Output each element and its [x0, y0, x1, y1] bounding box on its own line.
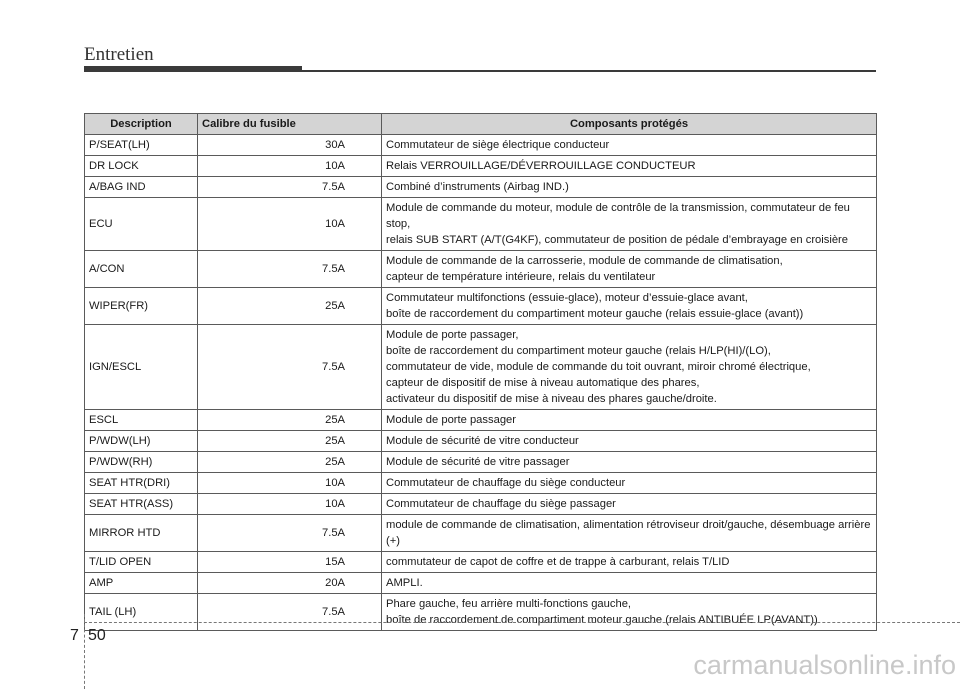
component-line: Module de porte passager [386, 414, 516, 426]
cell-fuse-rating: 25A [198, 431, 382, 452]
component-line: capteur de température intérieure, relais du ventilateur [386, 271, 656, 283]
table-row [85, 552, 877, 573]
component-line: Module de sécurité de vitre passager [386, 456, 570, 468]
cell-protected-components [382, 515, 877, 552]
cell-fuse-rating: 10A [198, 156, 382, 177]
cell-description: A/BAG IND [85, 177, 198, 198]
cell-description: T/LID OPEN [85, 552, 198, 573]
footer-rule [84, 622, 960, 623]
cell-protected-components [382, 552, 877, 573]
column-header-fuse-rating: Calibre du fusible [198, 114, 382, 135]
cell-protected-components [382, 573, 877, 594]
cell-protected-components [382, 594, 877, 631]
component-line: Module de commande de la carrosserie, module de commande de climatisation, [386, 255, 783, 267]
cell-fuse-rating: 20A [198, 573, 382, 594]
table-row [85, 325, 877, 410]
cell-description: P/WDW(RH) [85, 452, 198, 473]
table-row [85, 594, 877, 631]
component-line: Commutateur de chauffage du siège passager [386, 498, 616, 510]
component-line: commutateur de capot de coffre et de trappe à carburant, relais T/LID [386, 556, 730, 568]
cell-protected-components [382, 177, 877, 198]
cell-description: MIRROR HTD [85, 515, 198, 552]
cell-fuse-rating: 15A [198, 552, 382, 573]
cell-protected-components [382, 198, 877, 251]
component-line: Phare gauche, feu arrière multi-fonctions gauche, [386, 598, 632, 610]
cell-description: A/CON [85, 251, 198, 288]
table-row [85, 473, 877, 494]
cell-protected-components [382, 431, 877, 452]
cell-protected-components [382, 135, 877, 156]
cell-fuse-rating: 10A [198, 494, 382, 515]
table-row [85, 494, 877, 515]
component-line: Commutateur multifonctions (essuie-glace), moteur d’essuie-glace avant, [386, 292, 748, 304]
cell-fuse-rating: 7.5A [198, 325, 382, 410]
component-line: boîte de raccordement de compartiment moteur gauche (relais ANTIBUÉE LP(AVANT)) [386, 614, 818, 626]
cell-fuse-rating: 7.5A [198, 251, 382, 288]
component-line: commutateur de vide, module de commande du toit ouvrant, miroir chromé électrique, [386, 361, 811, 373]
cell-description: DR LOCK [85, 156, 198, 177]
footer-divider [84, 614, 85, 689]
table-row [85, 288, 877, 325]
cell-protected-components [382, 251, 877, 288]
cell-fuse-rating: 25A [198, 288, 382, 325]
cell-description: P/SEAT(LH) [85, 135, 198, 156]
table-row [85, 135, 877, 156]
cell-description: AMP [85, 573, 198, 594]
section-number: 7 [70, 627, 79, 644]
watermark: carmanualsonline.info [693, 650, 956, 680]
cell-description: ESCL [85, 410, 198, 431]
header-rule-thin [302, 70, 876, 72]
component-line: Module de commande du moteur, module de contrôle de la transmission, commutateur de feu stop, [386, 202, 850, 230]
cell-protected-components [382, 156, 877, 177]
table-row [85, 198, 877, 251]
cell-protected-components [382, 288, 877, 325]
page-number: 50 [88, 627, 106, 644]
cell-description: SEAT HTR(DRI) [85, 473, 198, 494]
table-row [85, 251, 877, 288]
component-line: Combiné d’instruments (Airbag IND.) [386, 181, 569, 193]
page-title: Entretien [84, 44, 154, 65]
table-body [85, 135, 877, 631]
table-row [85, 573, 877, 594]
component-line: relais SUB START (A/T(G4KF), commutateur de position de pédale d’embrayage en croisière [386, 234, 848, 246]
component-line: boîte de raccordement du compartiment moteur gauche (relais essuie-glace (avant)) [386, 308, 804, 320]
cell-protected-components [382, 494, 877, 515]
cell-description: SEAT HTR(ASS) [85, 494, 198, 515]
header-rule-thick [84, 66, 302, 72]
cell-fuse-rating: 7.5A [198, 177, 382, 198]
cell-description: TAIL (LH) [85, 594, 198, 631]
column-header-description: Description [85, 114, 198, 135]
cell-description: WIPER(FR) [85, 288, 198, 325]
component-line: capteur de dispositif de mise à niveau automatique des phares, [386, 377, 700, 389]
table-row [85, 177, 877, 198]
cell-fuse-rating: 25A [198, 410, 382, 431]
cell-fuse-rating: 7.5A [198, 594, 382, 631]
component-line: activateur du dispositif de mise à niveau des phares gauche/droite. [386, 393, 717, 405]
cell-protected-components [382, 325, 877, 410]
column-header-protected-components: Composants protégés [382, 114, 877, 135]
cell-fuse-rating: 30A [198, 135, 382, 156]
table-row [85, 410, 877, 431]
component-line: Module de porte passager, [386, 329, 519, 341]
cell-protected-components [382, 473, 877, 494]
component-line: Commutateur de siège électrique conducteur [386, 139, 610, 151]
cell-fuse-rating: 10A [198, 473, 382, 494]
table-header-row [85, 114, 877, 135]
cell-fuse-rating: 25A [198, 452, 382, 473]
component-line: module de commande de climatisation, alimentation rétroviseur droit/gauche, désembuage arrière (+) [386, 519, 871, 547]
cell-fuse-rating: 10A [198, 198, 382, 251]
cell-description: P/WDW(LH) [85, 431, 198, 452]
component-line: AMPLI. [386, 577, 423, 589]
cell-description: ECU [85, 198, 198, 251]
table-row [85, 431, 877, 452]
component-line: boîte de raccordement du compartiment moteur gauche (relais H/LP(HI)/(LO), [386, 345, 771, 357]
cell-protected-components [382, 410, 877, 431]
cell-protected-components [382, 452, 877, 473]
fuse-table [84, 113, 877, 631]
table-row [85, 515, 877, 552]
component-line: Relais VERROUILLAGE/DÉVERROUILLAGE CONDUCTEUR [386, 160, 696, 172]
component-line: Commutateur de chauffage du siège conducteur [386, 477, 626, 489]
cell-fuse-rating: 7.5A [198, 515, 382, 552]
table-row [85, 452, 877, 473]
component-line: Module de sécurité de vitre conducteur [386, 435, 579, 447]
cell-description: IGN/ESCL [85, 325, 198, 410]
table-row [85, 156, 877, 177]
